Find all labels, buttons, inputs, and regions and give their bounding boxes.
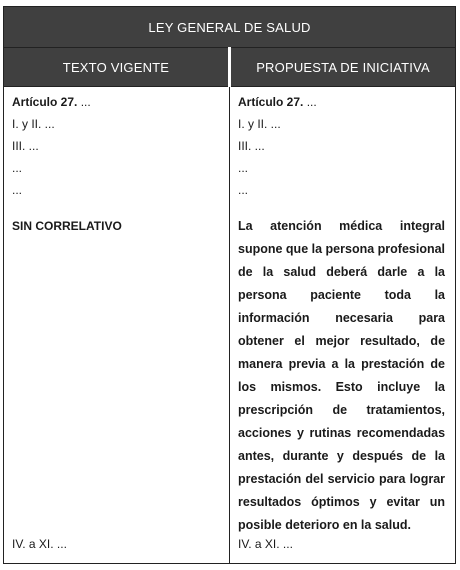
paragraph-line: prestación del servicio para lograr [238, 472, 446, 486]
ellipsis-line: ... [238, 161, 249, 175]
paragraph-line: de la salud deberá darle a la [238, 265, 446, 279]
paragraph-line: resultados óptimos y evitar un [238, 495, 446, 509]
paragraph-line: acciones y rutinas recomendadas [238, 426, 446, 440]
ellipsis-line: ... [12, 183, 23, 197]
paragraph-line: La atención médica integral [238, 219, 446, 233]
column-header-texto-vigente: TEXTO VIGENTE [4, 48, 230, 87]
proposal-text-cell [230, 87, 456, 564]
fraction-line: III. ... [12, 139, 39, 153]
paragraph-line: información necesaria para [238, 311, 446, 325]
paragraph-line: manera previa a la prestación de [238, 357, 446, 371]
fraction-line: III. ... [238, 139, 265, 153]
column-header-propuesta: PROPUESTA DE INICIATIVA [230, 48, 456, 87]
paragraph-line: persona paciente toda la [238, 288, 446, 302]
fraction-line: I. y II. ... [12, 117, 55, 131]
current-text-cell [4, 87, 230, 564]
proposal-paragraph [230, 215, 455, 537]
fraction-line: I. y II. ... [238, 117, 281, 131]
table-title: LEY GENERAL DE SALUD [4, 7, 456, 48]
paragraph-line: supone que la persona profesional [238, 242, 446, 256]
ellipsis-line: ... [12, 161, 23, 175]
footer-fractions: IV. a XI. ... [12, 537, 67, 551]
article-label: Artículo 27. [238, 95, 304, 109]
paragraph-line: posible deterioro en la salud. [238, 518, 411, 532]
article-ellipsis: ... [77, 95, 91, 109]
ellipsis-line: ... [238, 183, 249, 197]
paragraph-line: prescripción de tratamientos, [238, 403, 446, 417]
article-ellipsis: ... [303, 95, 317, 109]
article-label: Artículo 27. [12, 95, 78, 109]
paragraph-line: obtener el mejor resultado, de [238, 334, 446, 348]
comparison-table [3, 6, 456, 564]
article-line [230, 91, 455, 113]
footer-fractions: IV. a XI. ... [238, 537, 293, 551]
paragraph-line: antes, durante y después de la [238, 449, 446, 463]
paragraph-line: los mismos. Esto incluye la [238, 380, 446, 394]
no-correlative-label: SIN CORRELATIVO [12, 219, 122, 233]
article-line [4, 91, 229, 113]
